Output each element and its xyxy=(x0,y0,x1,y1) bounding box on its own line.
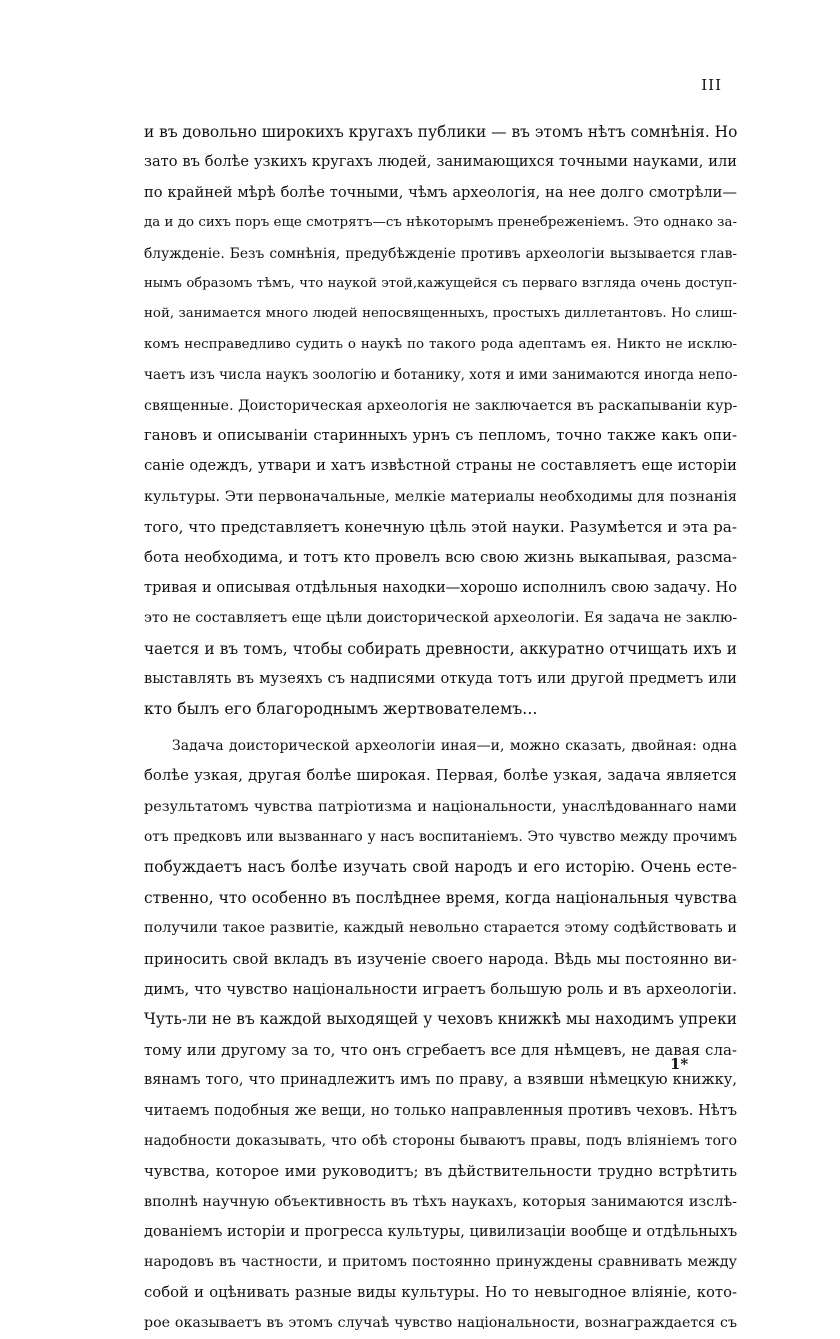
text-line: комъ несправедливо судить о наукѣ по такого рода адептамъ ея. Никто не исклю- xyxy=(144,336,737,352)
text-line: надобности доказывать, что обѣ стороны бываютъ правы, подъ вліяніемъ того xyxy=(144,1132,737,1149)
text-line: результатомъ чувства патріотизма и національности, унаслѣдованнаго нами xyxy=(144,798,737,815)
text-line: и въ довольно широкихъ кругахъ публики — въ этомъ нѣтъ сомнѣнія. Но xyxy=(144,123,738,141)
text-line: народовъ въ частности, и притомъ постоянно принуждены сравнивать между xyxy=(144,1254,737,1271)
text-line: чувства, которое ими руководитъ; въ дѣйствительности трудно встрѣтить xyxy=(144,1162,737,1181)
printer-signature-mark: 1* xyxy=(670,1055,689,1073)
text-line: рое оказываетъ въ этомъ случаѣ чувство національности, вознаграждается съ xyxy=(144,1315,737,1332)
text-line: гановъ и описываніи старинныхъ урнъ съ пепломъ, точно также какъ опи- xyxy=(144,426,737,444)
text-line: того, что представляетъ конечную цѣль этой науки. Разумѣется и эта ра- xyxy=(144,518,737,537)
text-line: побуждаетъ насъ болѣе изучать свой народъ и его исторію. Очень есте- xyxy=(144,858,737,877)
text-line: нымъ образомъ тѣмъ, что наукой этой,кажущейся съ перваго взгляда очень доступ- xyxy=(144,275,737,291)
text-line: по крайней мѣрѣ болѣе точными, чѣмъ археологія, на нее долго смотрѣли— xyxy=(144,183,737,201)
body-text xyxy=(144,117,737,1339)
text-line: блужденіе. Безъ сомнѣнія, предубѣжденіе противъ археологіи вызывается глав- xyxy=(144,245,737,262)
text-line: димъ, что чувство національности играетъ большую роль и въ археологіи. xyxy=(144,979,737,998)
text-line: дованіемъ исторіи и прогресса культуры, цивилизаціи вообще и отдѣльныхъ xyxy=(144,1223,738,1241)
text-line: ственно, что особенно въ послѣднее время, когда національныя чувства xyxy=(144,888,737,907)
text-line: приносить свой вкладъ въ изученіе своего народа. Вѣдь мы постоянно ви- xyxy=(144,949,737,968)
text-line: ной, занимается много людей непосвященныхъ, простыхъ диллетантовъ. Но слиш- xyxy=(144,306,737,322)
text-line: чаетъ изъ числа наукъ зоологію и ботанику, хотя и ими занимаются иногда непо- xyxy=(144,367,738,384)
text-line: да и до сихъ поръ еще смотрятъ—съ нѣкоторымъ пренебреженіемъ. Это однако за- xyxy=(144,215,737,231)
text-line: тривая и описывая отдѣльныя находки—хорошо исполнилъ свою задачу. Но xyxy=(144,578,737,596)
page-number: III xyxy=(701,76,722,94)
text-line: священные. Доисторическая археологія не заключается въ раскапываніи кур- xyxy=(144,397,738,414)
text-line: саніе одеждъ, утвари и хатъ извѣстной страны не составляетъ еще исторіи xyxy=(144,457,737,475)
paragraph-1 xyxy=(144,117,737,725)
text-line: выставлять въ музеяхъ съ надписями откуда тотъ или другой предметъ или xyxy=(144,670,737,688)
text-line: культуры. Эти первоначальные, мелкіе материалы необходимы для познанія xyxy=(144,488,737,505)
text-line: тому или другому за то, что онъ сгребаетъ все для нѣмцевъ, не давая сла- xyxy=(144,1040,737,1059)
text-line: читаемъ подобныя же вещи, но только направленныя противъ чеховъ. Нѣтъ xyxy=(144,1101,737,1119)
text-line: кто былъ его благороднымъ жертвователемъ... xyxy=(144,699,538,719)
text-line: получили такое развитіе, каждый невольно старается этому содѣйствовать и xyxy=(144,920,737,937)
paragraph-2 xyxy=(144,731,737,1339)
text-line: отъ предковъ или вызваннаго у насъ воспитаніемъ. Это чувство между прочимъ xyxy=(144,828,737,845)
text-line: Задача доисторической археологіи иная—и, можно сказать, двойная: одна xyxy=(172,737,737,754)
text-line: вянамъ того, что принадлежитъ имъ по праву, а взявши нѣмецкую книжку, xyxy=(144,1071,737,1089)
text-line: вполнѣ научную объективность въ тѣхъ наукахъ, которыя занимаются изслѣ- xyxy=(144,1193,737,1210)
text-line: бота необходима, и тотъ кто провелъ всю свою жизнь выкапывая, разсма- xyxy=(144,548,737,567)
text-line: собой и оцѣнивать разные виды культуры. Но то невыгодное вліяніе, кото- xyxy=(144,1283,737,1301)
text-line: болѣе узкая, другая болѣе широкая. Первая, болѣе узкая, задача является xyxy=(144,767,737,785)
text-line: Чуть-ли не въ каждой выходящей у чеховъ книжкѣ мы находимъ упреки xyxy=(144,1010,737,1029)
text-line: чается и въ томъ, чтобы собирать древности, аккуратно отчищать ихъ и xyxy=(144,639,737,658)
text-line: зато въ болѣе узкихъ кругахъ людей, занимающихся точными науками, или xyxy=(144,153,737,171)
text-line: это не составляетъ еще цѣли доисторической археологіи. Ея задача не заклю- xyxy=(144,610,738,627)
